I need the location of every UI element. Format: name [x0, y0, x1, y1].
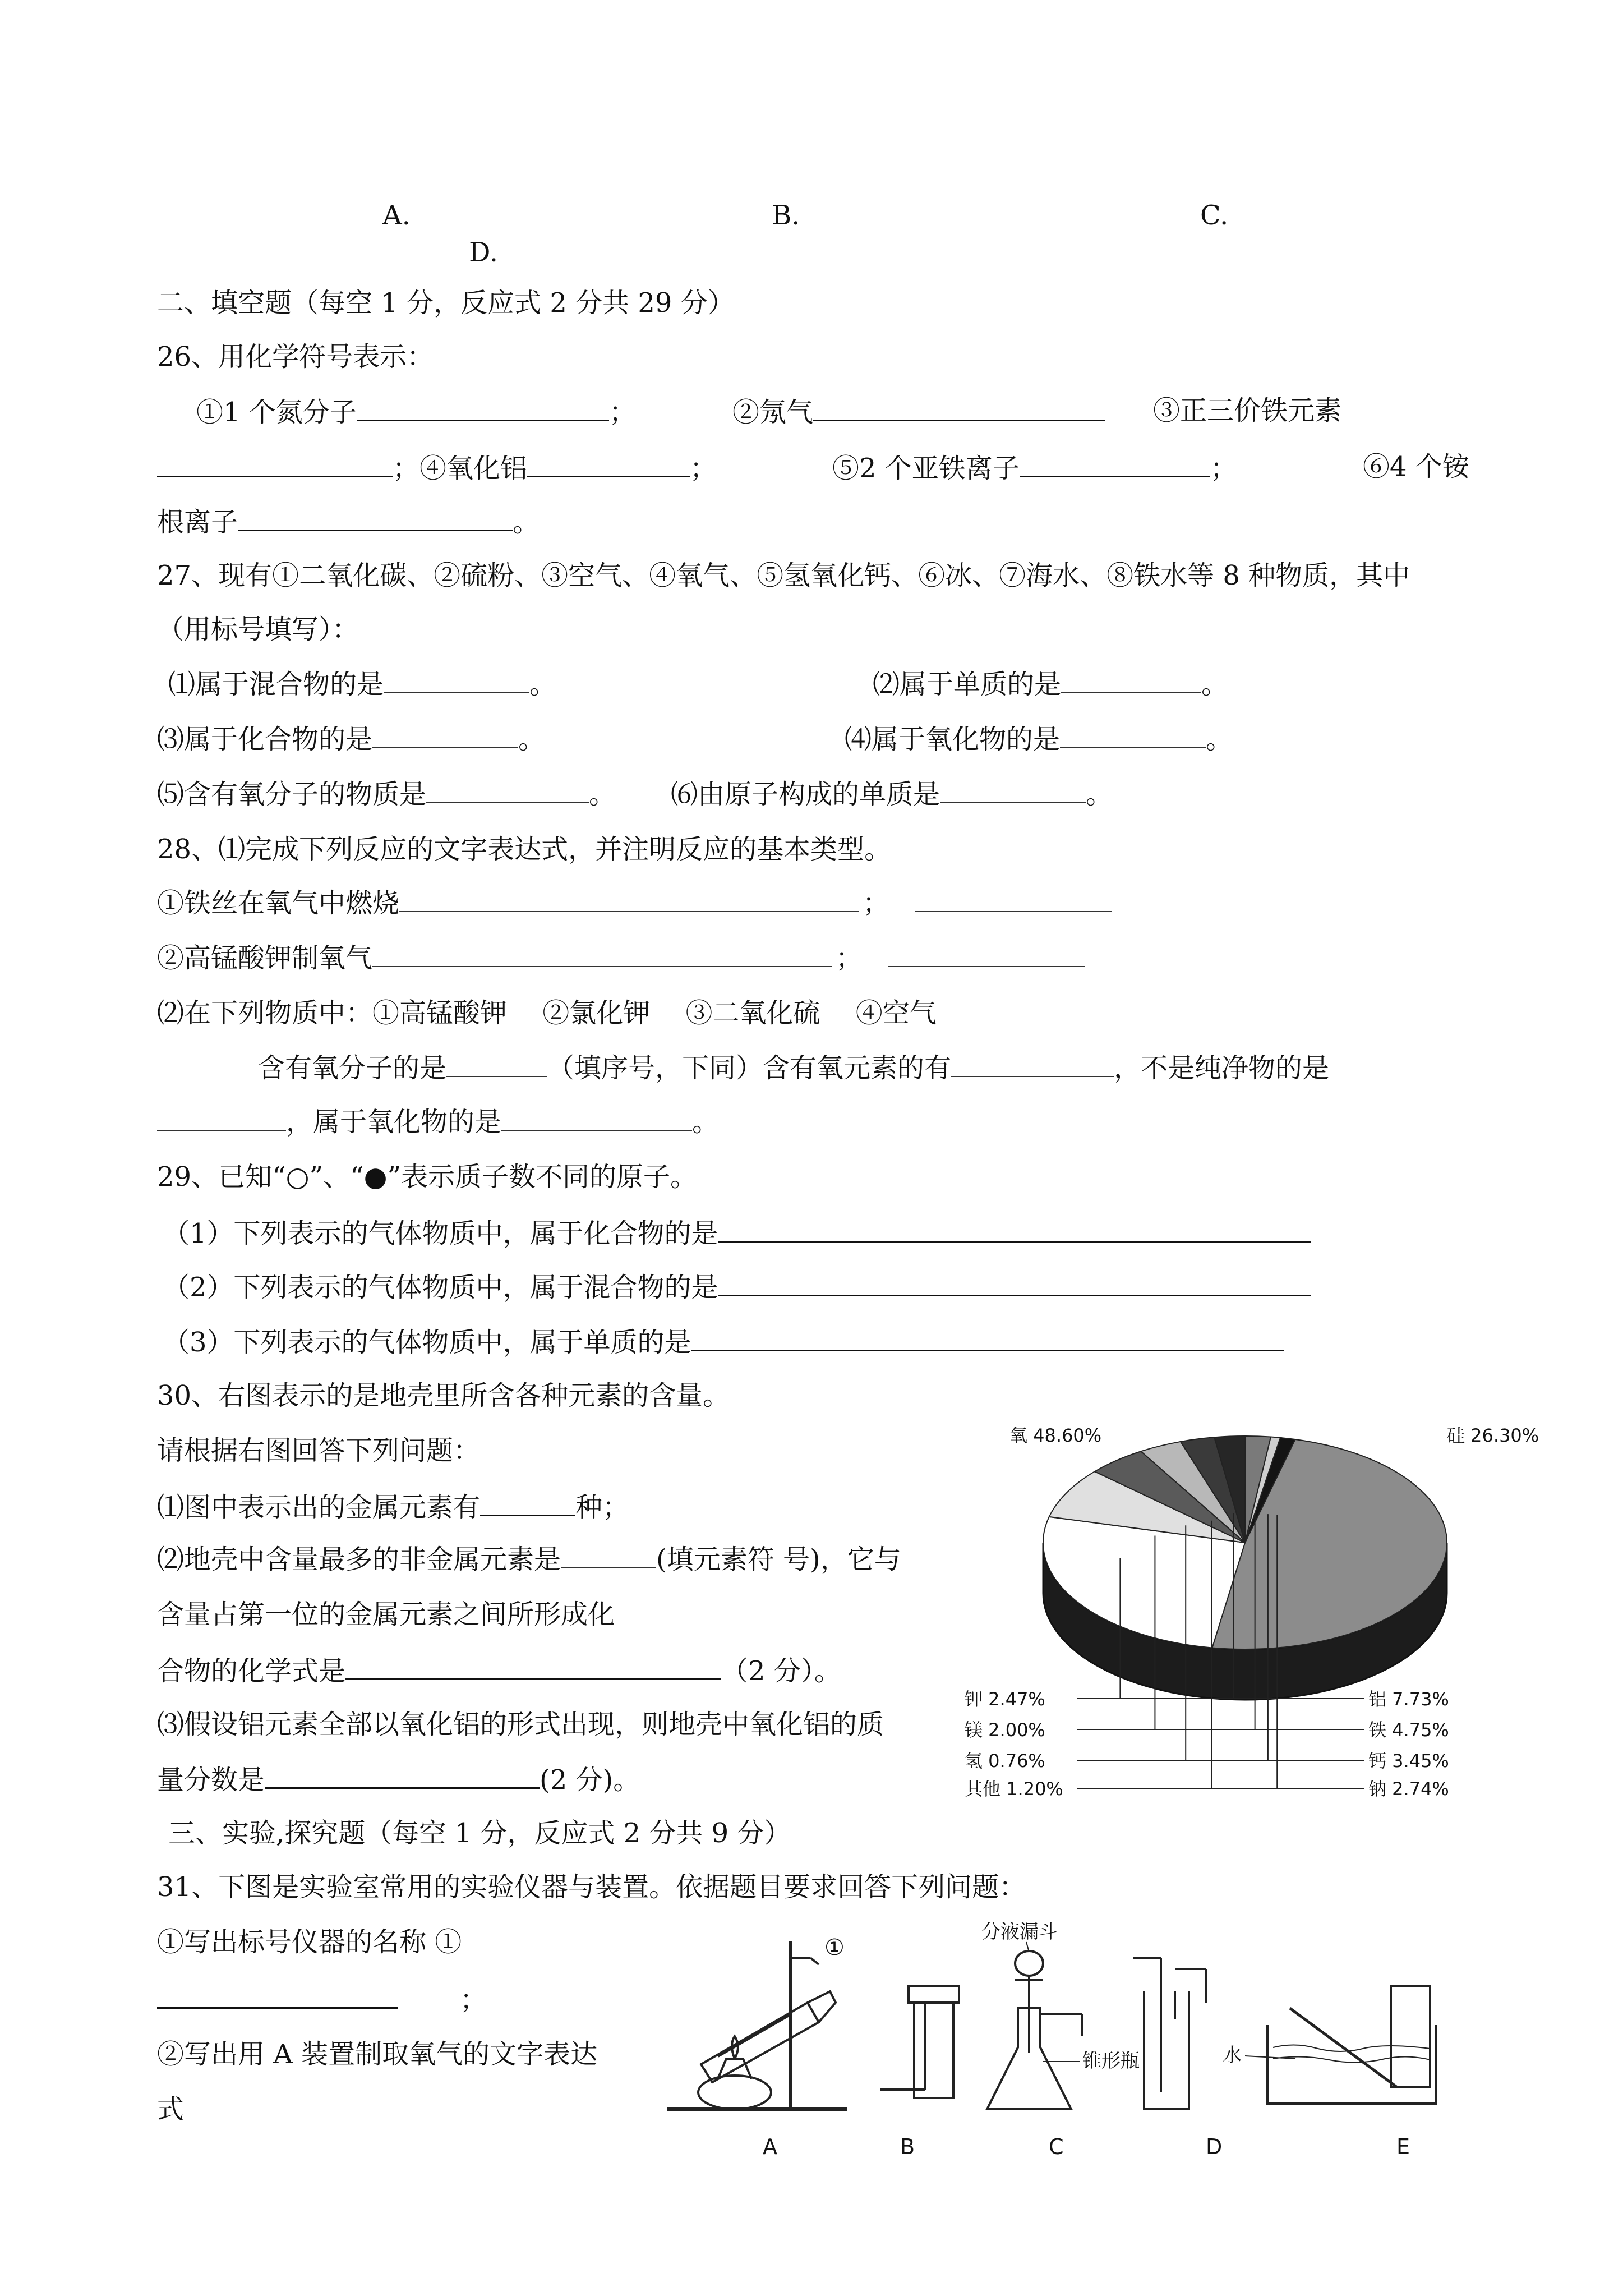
blank[interactable] — [718, 1215, 1311, 1243]
lab-apparatus-figure — [651, 1921, 1492, 2165]
q27-p5: ⑸含有氧分子的物质是 。 — [157, 779, 616, 810]
q31-l2: ②写出用 A 装置制取氧气的文字表达 — [157, 2039, 598, 2070]
q26-item2: ②氖气 — [732, 397, 814, 428]
q28-r2: ②高锰酸钾制氧气 ； — [157, 941, 1085, 975]
q30-l3: ⑵地壳中含量最多的非金属元素是 (填元素符 号)，它与 — [157, 1544, 901, 1575]
pie-label-5: 钠 2.74% — [1368, 1778, 1449, 1800]
blank[interactable] — [446, 1051, 547, 1077]
pie-label-2: 铝 7.73% — [1368, 1688, 1449, 1710]
blank[interactable] — [157, 1105, 286, 1131]
pie-label-3: 铁 4.75% — [1368, 1719, 1449, 1741]
q26-line2 — [157, 450, 717, 485]
pie-label-0: 氧 48.60% — [1009, 1425, 1102, 1446]
blank[interactable] — [1060, 723, 1206, 748]
q30-l6: ⑶假设铝元素全部以氧化铝的形式出现，则地壳中氧化铝的质 — [157, 1709, 884, 1740]
blank[interactable] — [691, 1324, 1284, 1351]
option-d: D. — [469, 237, 499, 268]
blank[interactable] — [501, 1105, 692, 1131]
flask-label: 锥形瓶 — [1082, 2050, 1140, 2072]
label-b: B — [900, 2134, 915, 2159]
label-a: A — [763, 2134, 777, 2159]
q27-p4: ⑷属于氧化物的是 。 — [845, 724, 1233, 755]
apparatus-d — [1133, 1958, 1206, 2109]
q26-item1: ①1 个氮分子 — [196, 397, 357, 428]
q30-l7: 量分数是 (2 分)。 — [157, 1761, 640, 1797]
apparatus-a — [667, 1941, 847, 2109]
q30-l2: ⑴图中表示出的金属元素有 种； — [157, 1489, 629, 1524]
blank[interactable] — [940, 777, 1086, 803]
blank[interactable] — [426, 777, 589, 803]
option-a: A. — [382, 200, 411, 231]
blank[interactable] — [157, 1981, 398, 2009]
pie-label-1: 硅 26.30% — [1447, 1425, 1539, 1446]
apparatus-b — [880, 1986, 959, 2098]
section2-title: 二、填空题（每空 1 分，反应式 2 分共 29 分） — [157, 287, 735, 319]
q29-stem: 29、已知“○”、“●”表示质子数不同的原子。 — [157, 1161, 698, 1193]
blank[interactable] — [345, 1653, 721, 1680]
label-c: C — [1049, 2134, 1064, 2159]
label-e: E — [1396, 2134, 1410, 2159]
q28-r1: ①铁丝在氧气中燃烧 ； — [157, 886, 1112, 920]
blank[interactable] — [372, 941, 832, 967]
blank[interactable] — [813, 394, 1105, 421]
blank[interactable] — [238, 504, 513, 531]
q27-p2: ⑵属于单质的是 。 — [873, 669, 1229, 700]
q26-line1b — [732, 394, 1105, 429]
q26-line3 — [157, 504, 540, 539]
q31-l1: ①写出标号仪器的名称 ① — [157, 1926, 462, 1958]
q31-blank-line: ； — [157, 1981, 487, 2017]
pie-label-4: 钙 3.45% — [1368, 1750, 1449, 1772]
q27-stem2: （用标号填写）： — [157, 614, 359, 645]
q28-line1: 含有氧分子的是 （填序号，下同）含有氧元素的有 ，不是纯净物的是 — [258, 1052, 1330, 1084]
q26-item5: ⑤2 个亚铁离子 — [832, 453, 1020, 484]
q26-semi: ； — [690, 453, 717, 484]
blank[interactable] — [1020, 450, 1210, 477]
q26-line1 — [196, 394, 636, 429]
blank[interactable] — [527, 450, 690, 477]
pie-label-7: 镁 2.00% — [965, 1719, 1045, 1741]
apparatus-c — [987, 1951, 1082, 2109]
funnel-label: 分液漏斗 — [981, 1921, 1058, 1943]
blank[interactable] — [157, 450, 393, 477]
q29-s2: （2）下列表示的气体物质中，属于混合物的是 — [163, 1269, 1311, 1304]
blank[interactable] — [480, 1489, 575, 1516]
pie-label-8: 氢 0.76% — [965, 1750, 1045, 1772]
blank[interactable] — [915, 886, 1112, 912]
q29-s1: （1）下列表示的气体物质中，属于化合物的是 — [163, 1215, 1311, 1250]
blank[interactable] — [384, 668, 529, 693]
q28-line2: ，属于氧化物的是 。 — [157, 1105, 719, 1139]
blank[interactable] — [561, 1543, 656, 1568]
q30-stem: 30、右图表示的是地壳里所含各种元素的含量。 — [157, 1380, 730, 1411]
q26-item6b: 根离子 — [157, 507, 238, 538]
label-1: ① — [824, 1935, 845, 1961]
q26-line2b — [832, 450, 1237, 485]
q26-end: 。 — [513, 507, 540, 538]
q30-l1: 请根据右图回答下列问题： — [157, 1435, 481, 1466]
q29-s3: （3）下列表示的气体物质中，属于单质的是 — [163, 1324, 1284, 1359]
q27-p6: ⑹由原子构成的单质是 。 — [671, 779, 1113, 810]
q26-stem: 26、用化学符号表示： — [157, 341, 434, 372]
blank[interactable] — [399, 886, 859, 912]
pie-label-9: 其他 1.20% — [965, 1778, 1063, 1800]
q28-p2: ⑵在下列物质中：①高锰酸钾 ②氯化钾 ③二氧化硫 ④空气 — [157, 997, 937, 1029]
label-d: D — [1206, 2134, 1223, 2159]
q30-l4: 含量占第一位的金属元素之间所形成化 — [157, 1599, 615, 1630]
section3-title: 三、实验,探究题（每空 1 分，反应式 2 分共 9 分） — [168, 1818, 791, 1849]
blank[interactable] — [357, 394, 609, 421]
blank[interactable] — [1061, 668, 1201, 693]
q26-semi: ； — [1210, 453, 1237, 484]
q30-l5: 合物的化学式是 （2 分）。 — [157, 1653, 841, 1688]
apparatus-e — [1267, 1986, 1436, 2104]
q27-p1: ⑴属于混合物的是 。 — [168, 669, 557, 700]
blank[interactable] — [265, 1761, 540, 1789]
q26-item3: ③正三价铁元素 — [1153, 395, 1342, 426]
q27-p3: ⑶属于化合物的是 。 — [157, 724, 546, 755]
q26-item6: ⑥4 个铵 — [1363, 451, 1469, 482]
blank[interactable] — [372, 723, 518, 748]
blank[interactable] — [951, 1051, 1114, 1077]
blank[interactable] — [888, 941, 1085, 967]
q26-semi: ； — [608, 397, 636, 428]
crust-element-pie-chart — [965, 1414, 1539, 1800]
q27-stem1: 27、现有①二氧化碳、②硫粉、③空气、④氧气、⑤氢氧化钙、⑥冰、⑦海水、⑧铁水等 8 种物质，其中 — [157, 560, 1410, 591]
option-b: B. — [772, 200, 800, 231]
q31-stem: 31、下图是实验室常用的实验仪器与装置。依据题目要求回答下列问题： — [157, 1871, 1026, 1903]
q26-item4: ；④氧化铝 — [393, 453, 528, 484]
q28-stem: 28、⑴完成下列反应的文字表达式，并注明反应的基本类型。 — [157, 834, 892, 865]
blank[interactable] — [718, 1269, 1311, 1296]
q31-l3: 式 — [157, 2093, 185, 2125]
pie-label-6: 钾 2.47% — [965, 1688, 1045, 1710]
water-label: 水 — [1223, 2044, 1242, 2067]
option-c: C. — [1200, 200, 1229, 231]
